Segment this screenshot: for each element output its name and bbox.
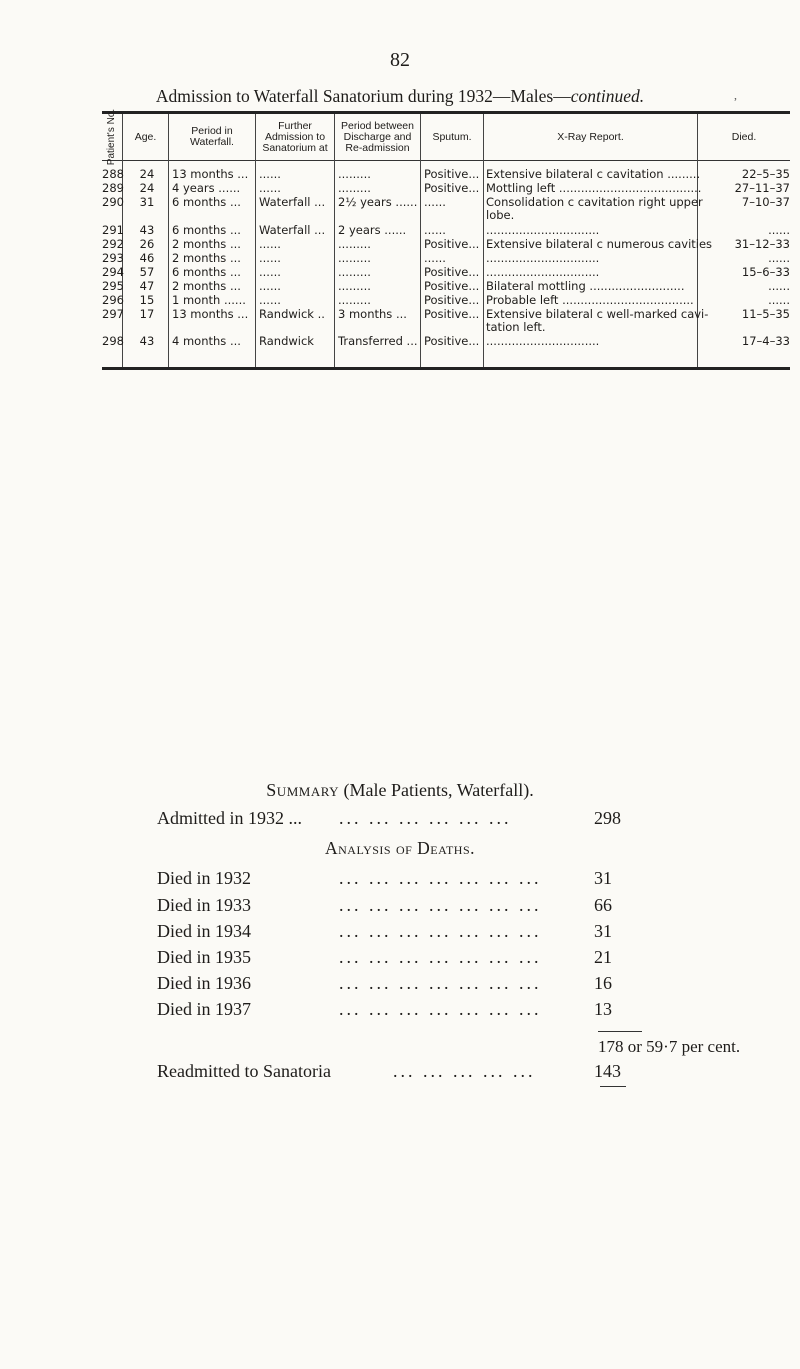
cell-sputum: Positive... <box>424 307 480 321</box>
table-row <box>102 294 790 307</box>
cell-sputum: ...... <box>424 223 446 237</box>
cell-no: 290 <box>102 195 124 209</box>
death-count: 31 <box>594 921 612 941</box>
cell-discharge: Transferred ... <box>338 334 418 348</box>
table-row <box>102 252 790 265</box>
cell-no: 298 <box>102 334 124 348</box>
deaths-total: 178 or 59·7 per cent. <box>598 1037 741 1056</box>
analysis-heading: Analysis of Deaths. <box>324 838 476 858</box>
table-row <box>102 335 790 348</box>
admitted-value: 298 <box>594 808 621 828</box>
cell-sputum: Positive... <box>424 265 480 279</box>
cell-age: 26 <box>139 237 155 251</box>
table-row <box>102 195 790 222</box>
cell-further: ...... <box>259 251 281 265</box>
cell-age: 43 <box>139 223 155 237</box>
cell-died: 27–11–37 <box>734 181 790 195</box>
leader-dots: ... ... ... ... ... ... ... <box>339 947 542 967</box>
cell-xray: ............................... <box>486 265 600 279</box>
cell-sputum: ...... <box>424 251 446 265</box>
cell-further: Randwick <box>259 334 314 348</box>
leader-dots: ... ... ... ... ... <box>393 1061 536 1081</box>
cell-further: ...... <box>259 265 281 279</box>
cell-no: 289 <box>102 181 124 195</box>
death-year-label: Died in 1933 <box>157 895 251 915</box>
cell-sputum: Positive... <box>424 167 480 181</box>
cell-period: 4 months ... <box>172 334 241 348</box>
cell-sputum: Positive... <box>424 181 480 195</box>
cell-period: 6 months ... <box>172 265 241 279</box>
header-discharge-period: Period between Discharge and Re-admission <box>341 119 414 154</box>
cell-period: 4 years ...... <box>172 181 241 195</box>
cell-discharge: ......... <box>338 251 371 265</box>
cell-no: 292 <box>102 237 124 251</box>
cell-no: 297 <box>102 307 124 321</box>
cell-age: 57 <box>139 265 155 279</box>
death-year-label: Died in 1932 <box>157 868 251 888</box>
death-count: 66 <box>594 895 612 915</box>
cell-further: Randwick .. <box>259 307 325 321</box>
cell-no: 295 <box>102 279 124 293</box>
cell-sputum: Positive... <box>424 237 480 251</box>
death-count: 21 <box>594 947 612 967</box>
cell-period: 2 months ... <box>172 279 241 293</box>
cell-further: ...... <box>259 181 281 195</box>
summary-word: Summary <box>266 780 340 800</box>
leader-dots: ... ... ... ... ... ... ... <box>339 999 542 1019</box>
cell-discharge: ......... <box>338 293 371 307</box>
cell-discharge: 3 months ... <box>338 307 407 321</box>
page-title <box>0 86 800 107</box>
death-year-label: Died in 1937 <box>157 999 251 1019</box>
cell-xray: ............................... <box>486 251 600 265</box>
cell-died: 31–12–33 <box>734 237 790 251</box>
table-row <box>102 224 790 237</box>
cell-discharge: 2½ years ...... <box>338 195 418 209</box>
cell-further: ...... <box>259 237 281 251</box>
header-xray: X-Ray Report. <box>557 130 624 143</box>
title-continued: continued. <box>570 86 645 106</box>
cell-period: 13 months ... <box>172 307 249 321</box>
cell-xray: Probable left .................................... <box>486 293 694 307</box>
sum-rule <box>600 1086 626 1087</box>
cell-period: 6 months ... <box>172 223 241 237</box>
leader-dots: ... ... ... ... ... ... ... <box>339 868 542 888</box>
death-count: 16 <box>594 973 612 993</box>
cell-sputum: Positive... <box>424 293 480 307</box>
header-sputum: Sputum. <box>432 130 472 143</box>
admitted-label: Admitted in 1932 ... <box>157 808 302 828</box>
cell-discharge: ......... <box>338 265 371 279</box>
death-year-label: Died in 1936 <box>157 973 251 993</box>
header-patient-no <box>102 108 122 166</box>
summary-heading <box>0 780 800 801</box>
cell-xray-continued: lobe. <box>486 208 515 222</box>
cell-period: 2 months ... <box>172 251 241 265</box>
summary-subtitle: (Male Patients, Waterfall). <box>343 780 534 800</box>
header-period: Period in Waterfall. <box>190 125 234 148</box>
table-header-rule <box>102 160 790 161</box>
table-row <box>102 280 790 293</box>
cell-age: 17 <box>139 307 155 321</box>
cell-period: 1 month ...... <box>172 293 246 307</box>
cell-died: ...... <box>768 293 790 307</box>
cell-period: 6 months ... <box>172 195 241 209</box>
margin-mark: , <box>734 88 737 102</box>
title-main: Admission to Waterfall Sanatorium during 1932—Males— <box>155 86 571 106</box>
cell-sputum: Positive... <box>424 334 480 348</box>
cell-discharge: ......... <box>338 181 371 195</box>
table-row <box>102 307 790 334</box>
cell-no: 291 <box>102 223 124 237</box>
cell-age: 47 <box>139 279 155 293</box>
cell-died: ...... <box>768 279 790 293</box>
table-row <box>102 266 790 279</box>
cell-age: 15 <box>139 293 155 307</box>
table-row <box>102 182 790 195</box>
cell-further: ...... <box>259 167 281 181</box>
cell-age: 31 <box>139 195 155 209</box>
cell-xray-continued: tation left. <box>486 320 546 334</box>
table-row <box>102 238 790 251</box>
table-row <box>102 168 790 181</box>
header-patient-no-text: Patient's No. <box>106 108 117 166</box>
cell-xray: Extensive bilateral c cavitation ......... <box>486 167 701 181</box>
cell-xray: Mottling left ....................................... <box>486 181 702 195</box>
cell-no: 288 <box>102 167 124 181</box>
cell-no: 294 <box>102 265 124 279</box>
cell-discharge: 2 years ...... <box>338 223 407 237</box>
cell-further: ...... <box>259 293 281 307</box>
cell-died: 7–10–37 <box>741 195 790 209</box>
cell-further: Waterfall ... <box>259 223 326 237</box>
cell-period: 13 months ... <box>172 167 249 181</box>
cell-died: 22–5–35 <box>741 167 790 181</box>
cell-xray: ............................... <box>486 334 600 348</box>
cell-sputum: ...... <box>424 195 446 209</box>
leader-dots: ... ... ... ... ... ... ... <box>339 921 542 941</box>
header-further-admission: Further Admission to Sanatorium at <box>262 119 328 154</box>
header-died: Died. <box>731 130 757 143</box>
death-count: 13 <box>594 999 612 1019</box>
table-bottom-rule <box>102 367 790 370</box>
cell-further: ...... <box>259 279 281 293</box>
cell-no: 296 <box>102 293 124 307</box>
cell-xray: Consolidation c cavitation right upper <box>486 195 703 209</box>
death-year-label: Died in 1935 <box>157 947 251 967</box>
cell-age: 24 <box>139 167 155 181</box>
cell-died: 11–5–35 <box>741 307 790 321</box>
cell-discharge: ......... <box>338 279 371 293</box>
sum-rule <box>598 1031 642 1032</box>
cell-discharge: ......... <box>338 237 371 251</box>
cell-age: 46 <box>139 251 155 265</box>
cell-no: 293 <box>102 251 124 265</box>
readmitted-value: 143 <box>594 1061 621 1081</box>
cell-xray: ............................... <box>486 223 600 237</box>
admissions-table <box>102 108 790 371</box>
death-year-label: Died in 1934 <box>157 921 251 941</box>
readmitted-label: Readmitted to Sanatoria <box>157 1061 331 1081</box>
cell-period: 2 months ... <box>172 237 241 251</box>
cell-further: Waterfall ... <box>259 195 326 209</box>
death-count: 31 <box>594 868 612 888</box>
cell-died: ...... <box>768 251 790 265</box>
cell-sputum: Positive... <box>424 279 480 293</box>
cell-died: 15–6–33 <box>741 265 790 279</box>
page-number: 82 <box>390 49 410 71</box>
cell-age: 24 <box>139 181 155 195</box>
cell-xray: Extensive bilateral c well-marked cavi- <box>486 307 709 321</box>
cell-discharge: ......... <box>338 167 371 181</box>
cell-died: ...... <box>768 223 790 237</box>
leader-dots: ... ... ... ... ... ... ... <box>339 973 542 993</box>
leader-dots: ... ... ... ... ... ... <box>339 808 512 828</box>
cell-died: 17–4–33 <box>741 334 790 348</box>
cell-xray: Bilateral mottling .......................... <box>486 279 685 293</box>
cell-xray: Extensive bilateral c numerous cavities <box>486 237 713 251</box>
header-age: Age. <box>134 130 157 143</box>
cell-age: 43 <box>139 334 155 348</box>
leader-dots: ... ... ... ... ... ... ... <box>339 895 542 915</box>
